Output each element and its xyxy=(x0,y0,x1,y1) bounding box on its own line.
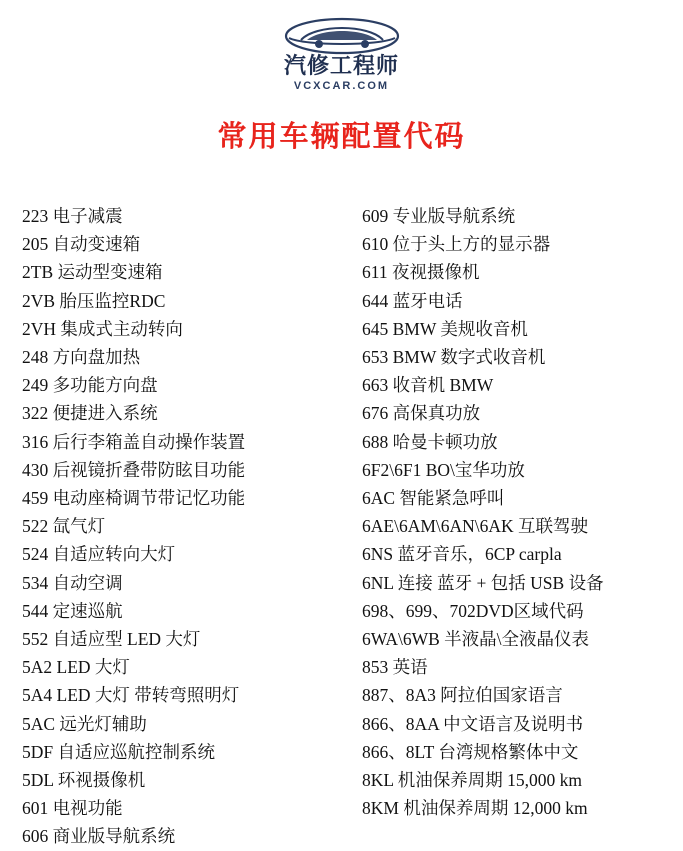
car-logo-icon xyxy=(267,14,417,58)
list-item: 522 氙气灯 xyxy=(22,516,106,537)
list-item: 8KL 机油保养周期 15,000 km xyxy=(362,770,583,791)
list-item: 2TB 运动型变速箱 xyxy=(22,262,163,283)
list-item: 5DF 自适应巡航控制系统 xyxy=(22,741,215,762)
list-item: 611 夜视摄像机 xyxy=(362,262,480,283)
list-item: 887、8A3 阿拉伯国家语言 xyxy=(362,685,563,706)
list-item: 249 多功能方向盘 xyxy=(22,375,158,396)
list-item: 6NS 蓝牙音乐，6CP carpla xyxy=(362,544,562,565)
list-item: 6F2\6F1 BO\宝华功放 xyxy=(362,459,525,480)
list-item: 2VB 胎压监控RDC xyxy=(22,290,166,311)
brand-name-cn: 汽修工程师 xyxy=(283,53,399,78)
list-item: 8KM 机油保养周期 12,000 km xyxy=(362,798,588,819)
list-item: 6NL 连接 蓝牙 + 包括 USB 设备 xyxy=(362,572,604,593)
brand-logo xyxy=(0,0,683,92)
list-item: 205 自动变速箱 xyxy=(22,234,141,255)
code-column-left xyxy=(0,202,352,851)
list-item: 606 商业版导航系统 xyxy=(22,826,176,847)
list-item: 866、8LT 台湾规格繁体中文 xyxy=(362,741,579,762)
list-item: 610 位于头上方的显示器 xyxy=(362,234,551,255)
list-item: 5A2 LED 大灯 xyxy=(22,657,130,678)
brand-url: VCXCAR.COM xyxy=(293,80,390,93)
list-item: 544 定速巡航 xyxy=(22,600,123,621)
list-item: 459 电动座椅调节带记忆功能 xyxy=(22,488,246,509)
list-item: 5DL 环视摄像机 xyxy=(22,770,146,791)
list-item: 653 BMW 数字式收音机 xyxy=(362,347,546,368)
list-item: 322 便捷进入系统 xyxy=(22,403,158,424)
list-item: 534 自动空调 xyxy=(22,572,123,593)
list-item: 601 电视功能 xyxy=(22,798,123,819)
list-item: 609 专业版导航系统 xyxy=(362,206,516,226)
list-item: 663 收音机 BMW xyxy=(362,375,494,396)
list-item: 223 电子减震 xyxy=(22,206,123,226)
list-item: 866、8AA 中文语言及说明书 xyxy=(362,713,584,734)
list-item: 688 哈曼卡顿功放 xyxy=(362,431,498,452)
list-item: 645 BMW 美规收音机 xyxy=(362,318,528,339)
list-item: 6WA\6WB 半液晶\全液晶仪表 xyxy=(362,629,590,650)
list-item: 6AE\6AM\6AN\6AK 互联驾驶 xyxy=(362,516,589,537)
list-item: 5A4 LED 大灯 带转弯照明灯 xyxy=(22,685,240,706)
list-item: 698、699、702DVD区域代码 xyxy=(362,600,584,621)
list-item: 430 后视镜折叠带防眩目功能 xyxy=(22,459,246,480)
list-item: 6AC 智能紧急呼叫 xyxy=(362,488,505,509)
code-list xyxy=(0,202,683,851)
list-item: 853 英语 xyxy=(362,657,428,678)
list-item: 248 方向盘加热 xyxy=(22,347,141,368)
list-item: 524 自适应转向大灯 xyxy=(22,544,176,565)
list-item: 676 高保真功放 xyxy=(362,403,481,424)
list-item: 2VH 集成式主动转向 xyxy=(22,318,183,339)
list-item: 5AC 远光灯辅助 xyxy=(22,713,147,734)
list-item: 644 蓝牙电话 xyxy=(362,290,463,311)
list-item: 316 后行李箱盖自动操作装置 xyxy=(22,431,246,452)
page-title: 常用车辆配置代码 xyxy=(217,121,466,154)
list-item: 552 自适应型 LED 大灯 xyxy=(22,629,201,650)
code-column-right xyxy=(352,202,683,851)
